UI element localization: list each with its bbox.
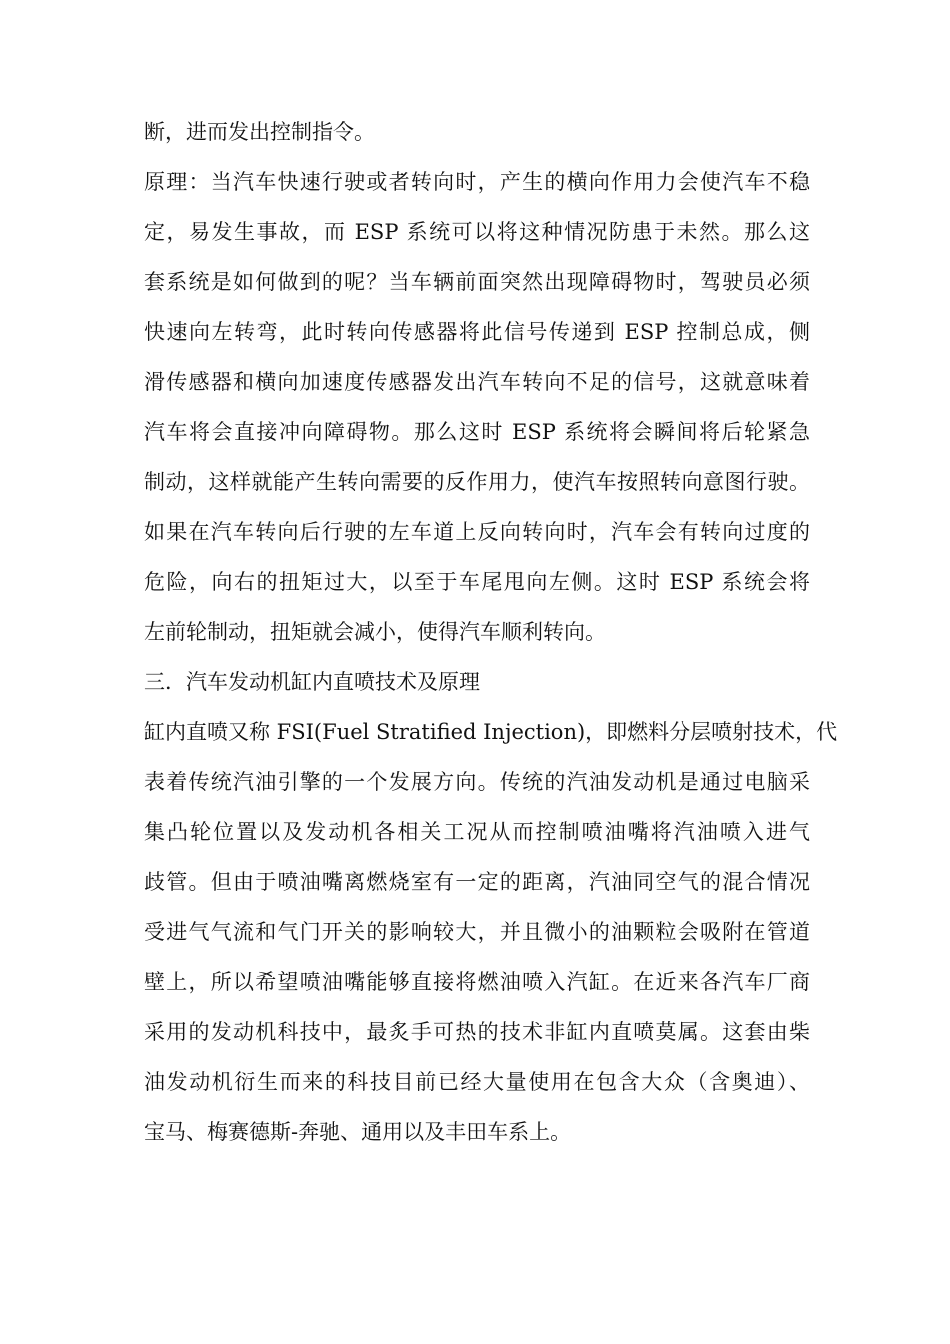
text-line: 左前轮制动，扭矩就会减小，使得汽车顺利转向。 [144, 620, 606, 644]
text-line: 壁上，所以希望喷油嘴能够直接将燃油喷入汽缸。在近来各汽车厂商 [144, 970, 810, 994]
text-line: 采用的发动机科技中，最炙手可热的技术非缸内直喷莫属。这套由柴 [144, 1020, 810, 1044]
text-line: 汽车将会直接冲向障碍物。那么这时 ESP 系统将会瞬间将后轮紧急 [144, 420, 810, 444]
text-line: 受进气气流和气门开关的影响较大，并且微小的油颗粒会吸附在管道 [144, 920, 810, 944]
text-line: 原理：当汽车快速行驶或者转向时，产生的横向作用力会使汽车不稳 [144, 170, 810, 194]
text-line: 套系统是如何做到的呢？当车辆前面突然出现障碍物时，驾驶员必须 [144, 270, 810, 294]
text-line: 歧管。但由于喷油嘴离燃烧室有一定的距离，汽油同空气的混合情况 [144, 870, 810, 894]
text-line: 危险，向右的扭矩过大，以至于车尾甩向左侧。这时 ESP 系统会将 [144, 570, 810, 594]
text-line: 快速向左转弯，此时转向传感器将此信号传递到 ESP 控制总成，侧 [144, 320, 810, 344]
text-line: 断，进而发出控制指令。 [144, 120, 375, 144]
text-line: 表着传统汽油引擎的一个发展方向。传统的汽油发动机是通过电脑采 [144, 770, 810, 794]
text-line: 油发动机衍生而来的科技目前已经大量使用在包含大众（含奥迪）、 [144, 1070, 810, 1094]
text-line: 宝马、梅赛德斯-奔驰、通用以及丰田车系上。 [144, 1120, 572, 1144]
text-line: 缸内直喷又称 FSI(Fuel Stratified Injection)，即燃料分层喷射技术，代 [144, 720, 838, 744]
text-line: 制动，这样就能产生转向需要的反作用力，使汽车按照转向意图行驶。 [144, 470, 810, 494]
section-heading: 三．汽车发动机缸内直喷技术及原理 [144, 670, 480, 694]
text-line: 定，易发生事故，而 ESP 系统可以将这种情况防患于未然。那么这 [144, 220, 810, 244]
text-line: 集凸轮位置以及发动机各相关工况从而控制喷油嘴将汽油喷入进气 [144, 820, 810, 844]
text-line: 如果在汽车转向后行驶的左车道上反向转向时，汽车会有转向过度的 [144, 520, 810, 544]
text-line: 滑传感器和横向加速度传感器发出汽车转向不足的信号，这就意味着 [144, 370, 810, 394]
